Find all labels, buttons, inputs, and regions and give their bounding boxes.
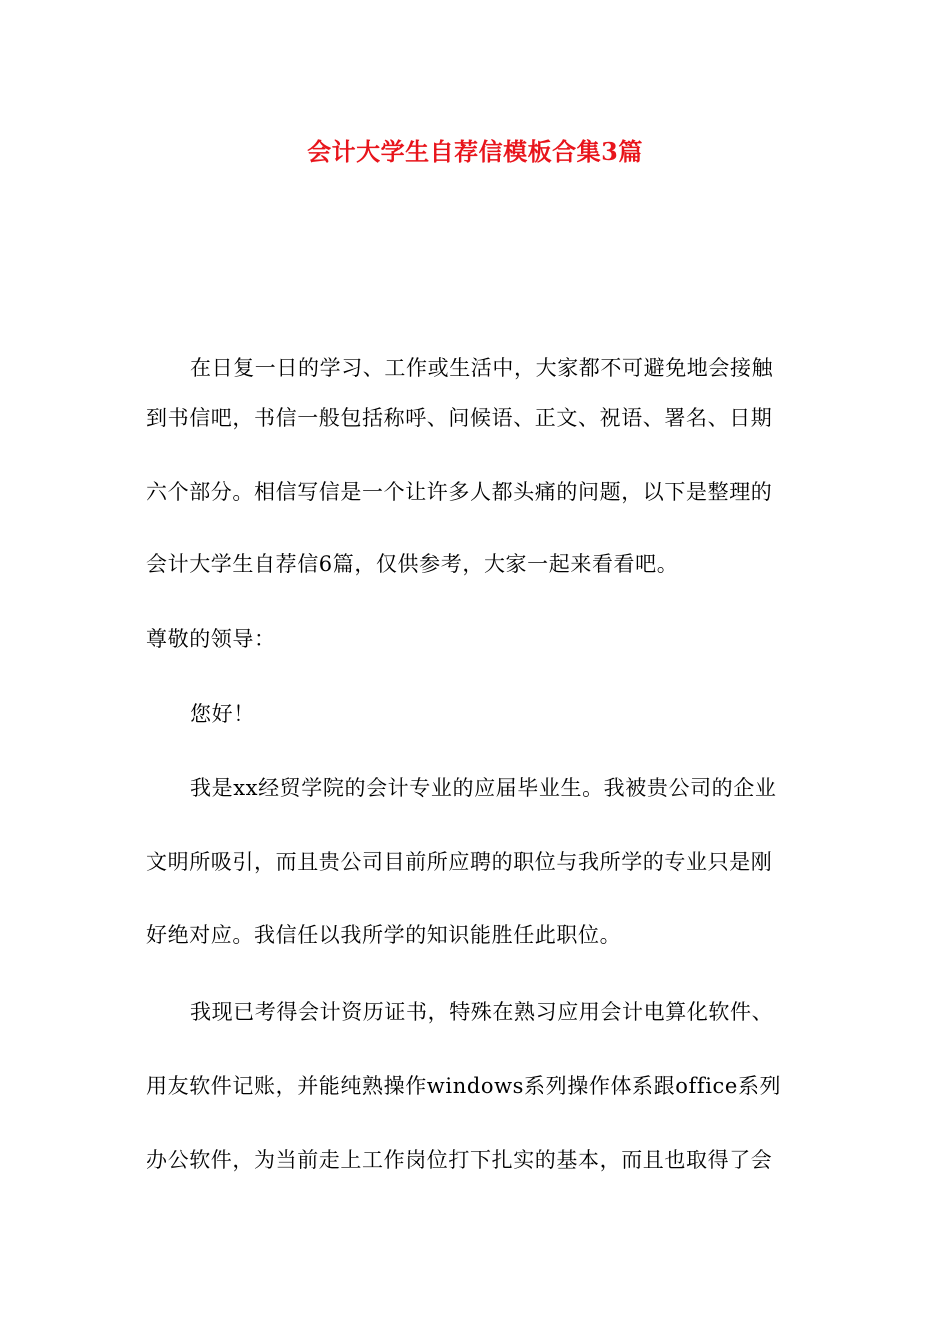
- paragraph-line: 会计大学生自荐信6篇，仅供参考，大家一起来看看吧。: [146, 552, 679, 576]
- salutation: 尊敬的领导：: [146, 627, 276, 651]
- greeting: 您好！: [190, 702, 255, 726]
- paragraph-line: 文明所吸引，而且贵公司目前所应聘的职位与我所学的专业只是刚: [146, 850, 773, 874]
- document-title: 会计大学生自荐信模板合集3篇: [307, 137, 643, 166]
- paragraph-line: 在日复一日的学习、工作或生活中，大家都不可避免地会接触: [190, 356, 774, 380]
- paragraph-line: 到书信吧，书信一般包括称呼、问候语、正文、祝语、署名、日期: [146, 406, 773, 430]
- paragraph-line: 用友软件记账，并能纯熟操作windows系列操作体系跟office系列: [146, 1074, 782, 1098]
- paragraph-line: 好绝对应。我信任以我所学的知识能胜任此职位。: [146, 923, 622, 947]
- paragraph-line: 办公软件，为当前走上工作岗位打下扎实的基本，而且也取得了会: [146, 1148, 773, 1172]
- paragraph-line: 我是xx经贸学院的会计专业的应届毕业生。我被贵公司的企业: [190, 776, 777, 800]
- paragraph-line: 六个部分。相信写信是一个让许多人都头痛的问题，以下是整理的: [146, 480, 773, 504]
- paragraph-line: 我现已考得会计资历证书，特殊在熟习应用会计电算化软件、: [190, 1000, 774, 1024]
